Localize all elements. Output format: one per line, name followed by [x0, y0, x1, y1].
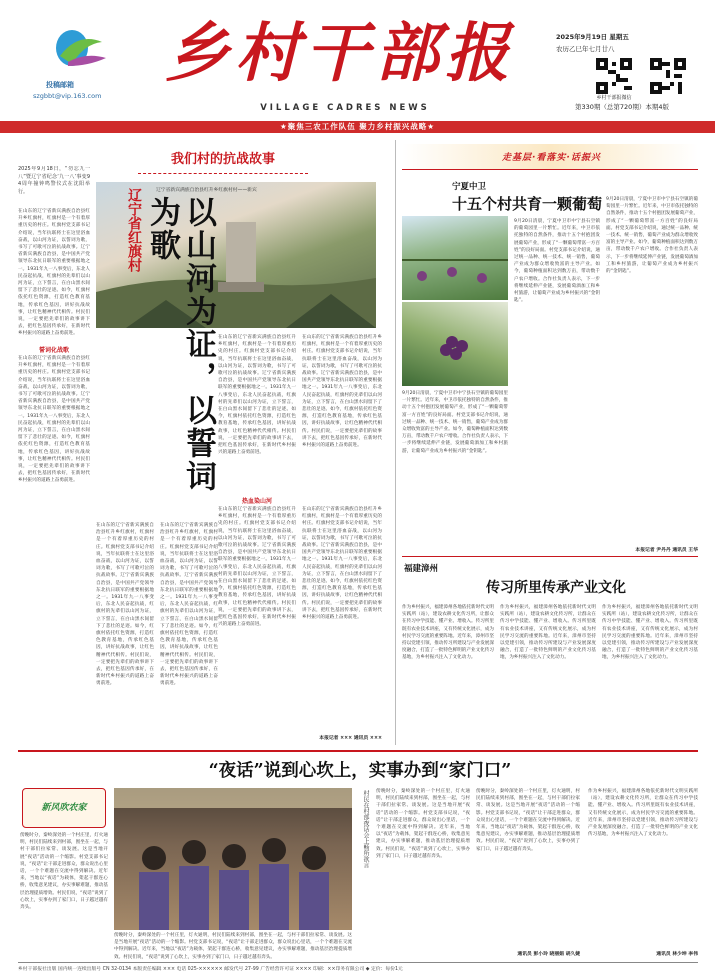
story1-body-col6: 在山东的辽宁省新宾满族自治县红升乡红旗村，红旗村是一个有着厚重历史的村庄。红旗村党支部书记介绍说，当年抗联将士在这里浴血奋战，以山河为证，以誓词为歌，书写了可歌可泣的抗战故事。辽宁省新宾满族自治县，是中国共产党领导东北抗日联军的重要根据地之一。1931年九一八事变后，东北人民奋起抗战，红旗村的先辈们以山河为证，立下誓言，在白山黑水间留下了悲壮的足迹。如今，红旗村依托红色资源，打造红色教育基地，传承红色基因，讲好抗战故事，让红色精神代代相传。村民们说，一定要把先辈们的故事讲下去，把红色基因传承好，在新时代乡村振兴的道路上奋勇前进。: [218, 507, 296, 628]
story3-title: 传习所里传承产业文化: [486, 580, 626, 596]
story2-body-col1: 9月20日清晨，宁夏中卫市中宁县石空镇的葡萄园里一片繁忙。近年来，中卫市依托独特的自然条件，推动十五个村抱团发展葡萄产业，形成了“一颗葡萄带富一方百姓”的良好局面。村党支部书记介绍说，通过统一品种、统一技术、统一销售，葡萄产业成为群众增收致富的主导产业。如今，葡萄种植面积达到数万亩，带动数千户农户增收。合作社负责人表示，下一步将继续延伸产业链，发展葡萄酒加工和乡村旅游，让葡萄产业成为乡村振兴的“金钥匙”。: [514, 219, 600, 304]
story4-body-col2: 傍晚时分，秦岭深处的一个村庄里，灯火通明，村民们陆续来到村部，围坐在一起，与村干部们拉家常、谈发展。这是当地开展“夜话”活动的一个缩影。村党支部书记说，“夜话”让干部走进群众，群众说出心里话，一个个难题在交流中得到解决。近年来，当地以“夜话”为载体，架起干群连心桥，收集意见建议，办实事解难题，推动基层治理提质增效。村民们说，“夜话”说到了心坎上，实事办到了家门口，日子越过越有奔头。: [114, 933, 352, 960]
story2-title: 十五个村共育一颗葡萄: [452, 195, 603, 213]
footer-rule: [18, 962, 698, 963]
story1-body-col4: 在山东的辽宁省新宾满族自治县红升乡红旗村，红旗村是一个有着厚重历史的村庄。红旗村党支部书记介绍说，当年抗联将士在这里浴血奋战，以山河为证，以誓词为歌，书写了可歌可泣的抗战故事。辽宁省新宾满族自治县，是中国共产党领导东北抗日联军的重要根据地之一。1931年九一八事变后，东北人民奋起抗战，红旗村的先辈们以山河为证，立下誓言，在白山黑水间留下了悲壮的足迹。如今，红旗村依托红色资源，打造红色教育基地，传承红色基因，讲好抗战故事，让红色精神代代相传。村民们说，一定要把先辈们的故事讲下去，把红色基因传承好，在新时代乡村振兴的道路上奋勇前进。: [96, 523, 154, 687]
slogan-band: ★聚焦三农工作队伍 聚力乡村振兴战略★: [0, 121, 715, 133]
story1-body-col1b: 在山东的辽宁省新宾满族自治县红升乡红旗村，红旗村是一个有着厚重历史的村庄。红旗村党支部书记介绍说，当年抗联将士在这里浴血奋战，以山河为证，以誓词为歌，书写了可歌可泣的抗战故事。辽宁省新宾满族自治县，是中国共产党领导东北抗日联军的重要根据地之一。1931年九一八事变后，东北人民奋起抗战，红旗村的先辈们以山河为证，立下誓言，在白山黑水间留下了悲壮的足迹。如今，红旗村依托红色资源，打造红色教育基地，传承红色基因，讲好抗战故事，让红色精神代代相传。村民们说，一定要把先辈们的故事讲下去，把红色基因传承好，在新时代乡村振兴的道路上奋勇前进。: [18, 356, 90, 484]
story-divider: [402, 556, 698, 557]
qr-code-label: 乡村干部报微信: [596, 95, 632, 101]
logo-label: 投稿邮箱: [46, 81, 74, 89]
story4-badge-text: 新风吹农家: [41, 803, 87, 813]
story3-byline: 通讯员 林少坤 李伟: [656, 952, 698, 957]
story4-title: “夜话”说到心坎上，实事办到“家门口”: [208, 761, 512, 781]
column-divider: [395, 140, 396, 745]
story2-photo-2: [402, 302, 508, 386]
story1-body-col1: 在山东的辽宁省新宾满族自治县红升乡红旗村，红旗村是一个有着厚重历史的村庄。红旗村党支部书记介绍说，当年抗联将士在这里浴血奋战，以山河为证，以誓词为歌，书写了可歌可泣的抗战故事。辽宁省新宾满族自治县，是中国共产党领导东北抗日联军的重要根据地之一。1931年九一八事变后，东北人民奋起抗战，红旗村的先辈们以山河为证，立下誓言，在白山黑水间留下了悲壮的足迹。如今，红旗村依托红色资源，打造红色教育基地，传承红色基因，讲好抗战故事，让红色精神代代相传。村民们说，一定要把先辈们的故事讲下去，把红色基因传承好，在新时代乡村振兴的道路上奋勇前进。: [18, 209, 90, 337]
newspaper-subtitle: VILLAGE CADRES NEWS: [260, 103, 430, 113]
story1-lead: 2025年9月18日，“勿忘九一八”暨辽宁省纪念‘九一八’事变94周年撞钟鸣警仪式在沈阳举行。: [18, 166, 90, 195]
story1-subhead-2: 热血染山河: [241, 498, 272, 505]
story4-body-col3: 傍晚时分，秦岭深处的一个村庄里，灯火通明，村民们陆续来到村部，围坐在一起，与村干部们拉家常、谈发展。这是当地开展“夜话”活动的一个缩影。村党支部书记说，“夜话”让干部走进群众，群众说出心里话，一个个难题在交流中得到解决。近年来，当地以“夜话”为载体，架起干群连心桥，收集意见建议，办实事解难题，推动基层治理提质增效。村民们说，“夜话”说到了心坎上，实事办到了家门口，日子越过越有奔头。: [376, 789, 470, 859]
story1-byline: 本报记者 ××× 通讯员 ×××: [319, 736, 382, 741]
story1-body-col5: 在山东的辽宁省新宾满族自治县红升乡红旗村，红旗村是一个有着厚重历史的村庄。红旗村党支部书记介绍说，当年抗联将士在这里浴血奋战，以山河为证，以誓词为歌，书写了可歌可泣的抗战故事。辽宁省新宾满族自治县，是中国共产党领导东北抗日联军的重要根据地之一。1931年九一八事变后，东北人民奋起抗战，红旗村的先辈们以山河为证，立下誓言，在白山黑水间留下了悲壮的足迹。如今，红旗村依托红色资源，打造红色教育基地，传承红色基因，讲好抗战故事，让红色精神代代相传。村民们说，一定要把先辈们的故事讲下去，把红色基因传承好，在新时代乡村振兴的道路上奋勇前进。: [160, 523, 218, 687]
story4-body-col1: 傍晚时分，秦岭深处的一个村庄里，灯火通明，村民们陆续来到村部，围坐在一起，与村干部们拉家常、谈发展。这是当地开展“夜话”活动的一个缩影。村党支部书记说，“夜话”让干部走进群众，群众说出心里话，一个个难题在交流中得到解决。近年来，当地以“夜话”为载体，架起干群连心桥，收集意见建议，办实事解难题，推动基层治理提质增效。村民们说，“夜话”说到了心坎上，实事办到了家门口，日子越过越有奔头。: [20, 833, 108, 911]
story3-body-col3: 作为乡村振兴，福建漳州各地依托新时代文明实践所（站），建设农耕文化传习所，让群众在传习中学技能、懂产业、增收入。传习所里既有农业技术讲座，又有传统文化展示，成为村民学习交流的重要阵地。近年来，漳州市坚持以党建引领，推动传习所建设与产业发展深度融合，打造了一批特色鲜明的产业文化传习基地，为乡村振兴注入了文化动力。: [602, 605, 698, 661]
story3-body-col2: 作为乡村振兴，福建漳州各地依托新时代文明实践所（站），建设农耕文化传习所，让群众在传习中学技能、懂产业、增收入。传习所里既有农业技术讲座，又有传统文化展示，成为村民学习交流的重要阵地。近年来，漳州市坚持以党建引领，推动传习所建设与产业发展深度融合，打造了一批特色鲜明的产业文化传习基地，为乡村振兴注入了文化动力。: [500, 605, 596, 661]
story4-badge: [22, 788, 106, 828]
section2-banner-title: 走基层·看落实·话振兴: [502, 153, 601, 163]
issue-number: 第330期（总第720期）本期4版: [575, 103, 669, 111]
story3-body-col1: 作为乡村振兴，福建漳州各地依托新时代文明实践所（站），建设农耕文化传习所，让群众在传习中学技能、懂产业、增收入。传习所里既有农业技术讲座，又有传统文化展示，成为村民学习交流的重要阵地。近年来，漳州市坚持以党建引领，推动传习所建设与产业发展深度融合，打造了一批特色鲜明的产业文化传习基地，为乡村振兴注入了文化动力。: [402, 605, 494, 661]
story2-body-col2: 9月20日清晨，宁夏中卫市中宁县石空镇的葡萄园里一片繁忙。近年来，中卫市依托独特的自然条件，推动十五个村抱团发展葡萄产业，形成了“一颗葡萄带富一方百姓”的良好局面。村党支部书记介绍说，通过统一品种、统一技术、统一销售，葡萄产业成为群众增收致富的主导产业。如今，葡萄种植面积达到数万亩，带动数千户农户增收。合作社负责人表示，下一步将继续延伸产业链，发展葡萄酒加工和乡村旅游，让葡萄产业成为乡村振兴的“金钥匙”。: [606, 197, 698, 275]
story4-photo: [114, 788, 352, 930]
issue-date: 2025年9月19日 星期五: [556, 33, 629, 41]
story4-vertical-caption: 村民在村部夜话会上畅所欲言: [362, 790, 369, 868]
section1-banner-title: 我们村的抗战故事: [170, 152, 275, 167]
story1-kicker: 辽宁省红旗村: [126, 188, 142, 272]
logo-icon: [50, 26, 108, 70]
section1-banner: [138, 148, 308, 174]
story1-photo-caption: 辽宁省新宾满族自治县红升乡红旗村村——新宾: [156, 188, 257, 193]
story2-kicker: 宁夏中卫: [452, 182, 487, 192]
footer-text: 乡村干部报社出版 国内统一连续出版号 CN 32-0134 本版责任编辑 ××× 电话 025-×××××× 邮发代号 27-99 广告经营许可证 ×××× 印刷：××印务有限公司 ◆ 定价：每份1元: [18, 967, 403, 972]
lunar-date: 农历乙巳年七月廿八: [556, 45, 615, 53]
story1-body-col7: 在山东的辽宁省新宾满族自治县红升乡红旗村，红旗村是一个有着厚重历史的村庄。红旗村党支部书记介绍说，当年抗联将士在这里浴血奋战，以山河为证，以誓词为歌，书写了可歌可泣的抗战故事。辽宁省新宾满族自治县，是中国共产党领导东北抗日联军的重要根据地之一。1931年九一八事变后，东北人民奋起抗战，红旗村的先辈们以山河为证，立下誓言，在白山黑水间留下了悲壮的足迹。如今，红旗村依托红色资源，打造红色教育基地，传承红色基因，讲好抗战故事，让红色精神代代相传。村民们说，一定要把先辈们的故事讲下去，把红色基因传承好，在新时代乡村振兴的道路上奋勇前进。: [302, 507, 382, 621]
story1-body-col2: 在山东的辽宁省新宾满族自治县红升乡红旗村，红旗村是一个有着厚重历史的村庄。红旗村党支部书记介绍说，当年抗联将士在这里浴血奋战，以山河为证，以誓词为歌，书写了可歌可泣的抗战故事。辽宁省新宾满族自治县，是中国共产党领导东北抗日联军的重要根据地之一。1931年九一八事变后，东北人民奋起抗战，红旗村的先辈们以山河为证，立下誓言，在白山黑水间留下了悲壮的足迹。如今，红旗村依托红色资源，打造红色教育基地，传承红色基因，讲好抗战故事，让红色精神代代相传。村民们说，一定要把先辈们的故事讲下去，把红色基因传承好，在新时代乡村振兴的道路上奋勇前进。: [218, 335, 296, 456]
crowd-illustration: [114, 788, 352, 930]
story4-byline: 通讯员 彭小玲 晓丽娟 胡久婕: [517, 952, 580, 957]
qr-code-icon: [596, 58, 632, 94]
story2-photo: [402, 216, 508, 300]
vineyard-illustration: [402, 216, 508, 300]
story2-body-col3: 9月20日清晨，宁夏中卫市中宁县石空镇的葡萄园里一片繁忙。近年来，中卫市依托独特的自然条件，推动十五个村抱团发展葡萄产业，形成了“一颗葡萄带富一方百姓”的良好局面。村党支部书记介绍说，通过统一品种、统一技术、统一销售，葡萄产业成为群众增收致富的主导产业。如今，葡萄种植面积达到数万亩，带动数千户农户增收。合作社负责人表示，下一步将继续延伸产业链，发展葡萄酒加工和乡村旅游，让葡萄产业成为乡村振兴的“金钥匙”。: [402, 391, 508, 454]
story1-title: 以山河为证，以誓词为歌: [144, 196, 216, 493]
story3-body-col4: 作为乡村振兴，福建漳州各地依托新时代文明实践所（站），建设农耕文化传习所，让群众在传习中学技能、懂产业、增收入。传习所里既有农业技术讲座，又有传统文化展示，成为村民学习交流的重要阵地。近年来，漳州市坚持以党建引领，推动传习所建设与产业发展深度融合，打造了一批特色鲜明的产业文化传习基地，为乡村振兴注入了文化动力。: [588, 789, 698, 838]
section2-banner: [402, 144, 698, 170]
masthead: [0, 0, 715, 120]
story4-body-col4: 傍晚时分，秦岭深处的一个村庄里，灯火通明，村民们陆续来到村部，围坐在一起，与村干部们拉家常、谈发展。这是当地开展“夜话”活动的一个缩影。村党支部书记说，“夜话”让干部走进群众，群众说出心里话，一个个难题在交流中得到解决。近年来，当地以“夜话”为载体，架起干群连心桥，收集意见建议，办实事解难题，推动基层治理提质增效。村民们说，“夜话”说到了心坎上，实事办到了家门口，日子越过越有奔头。: [476, 789, 580, 852]
story3-kicker: 福建漳州: [404, 564, 439, 574]
story2-byline: 本报记者 尹丹丹 通讯员 王华: [635, 548, 698, 553]
email: szgbbt@vip.163.com: [33, 92, 102, 100]
qr-code-icon-2: [650, 58, 686, 94]
story1-area: [18, 138, 390, 746]
story1-body-col3: 在山东的辽宁省新宾满族自治县红升乡红旗村，红旗村是一个有着厚重历史的村庄。红旗村党支部书记介绍说，当年抗联将士在这里浴血奋战，以山河为证，以誓词为歌，书写了可歌可泣的抗战故事。辽宁省新宾满族自治县，是中国共产党领导东北抗日联军的重要根据地之一。1931年九一八事变后，东北人民奋起抗战，红旗村的先辈们以山河为证，立下誓言，在白山黑水间留下了悲壮的足迹。如今，红旗村依托红色资源，打造红色教育基地，传承红色基因，讲好抗战故事，让红色精神代代相传。村民们说，一定要把先辈们的故事讲下去，把红色基因传承好，在新时代乡村振兴的道路上奋勇前进。: [302, 335, 382, 449]
newspaper-title: 乡村干部报: [165, 16, 515, 91]
story1-subhead-1: 誓词化战歌: [38, 347, 69, 354]
section-divider: [18, 750, 698, 752]
grape-illustration: [402, 302, 508, 386]
